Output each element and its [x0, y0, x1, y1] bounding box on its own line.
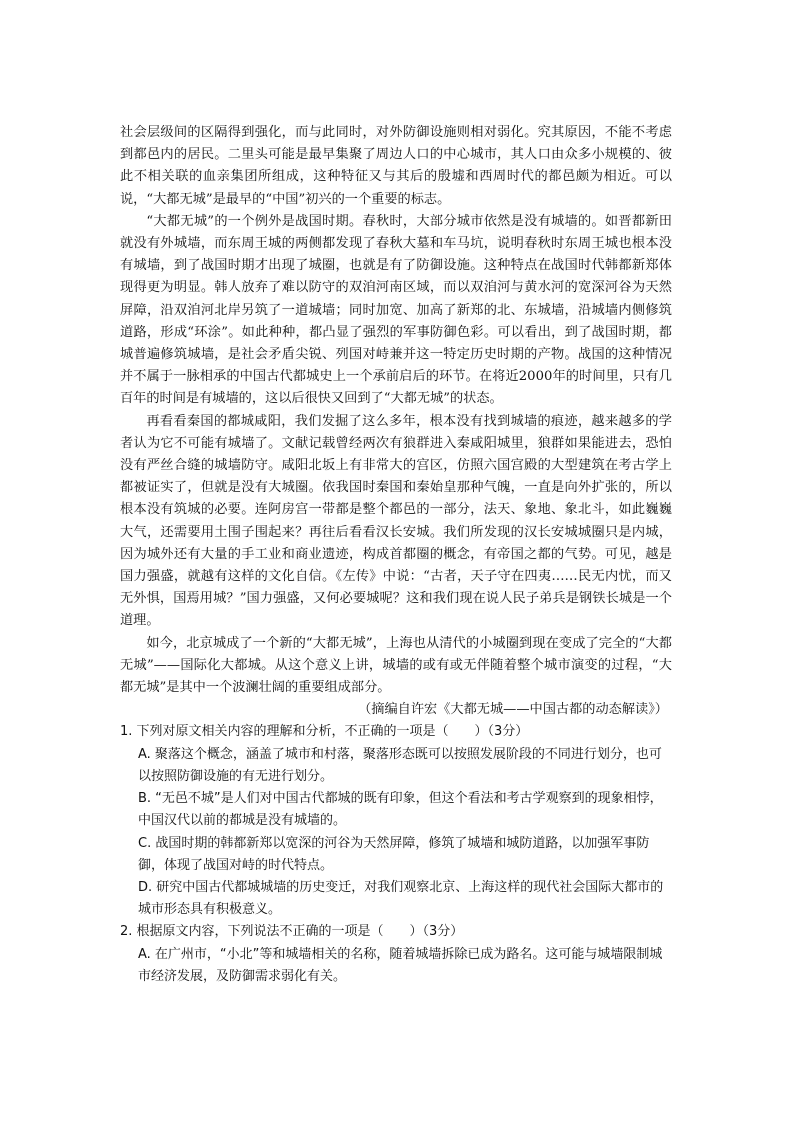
passage-source: （摘编自许宏《大都无城——中国古都的动态解读》） [358, 702, 668, 718]
passage-paragraph-2: “大都无城”的一个例外是战国时期。春秋时，大部分城市依然是没有城墙的。如晋都新田就没有外城墙，而东周王城的两侧都发现了春秋大墓和车马坑，说明春秋时东周王城也根本没有城墙，到了战国时期才出现了城圈，也就是有了防御设施。这种特点在战国时代韩都新郑体现得更为明显。韩人放弃了难以防守的双洎河南区域，而以双洎河与黄水河的宽深河谷为天然屏障，沿双洎河北岸另筑了一道城墙；同时加宽、加高了新郑的北、东城墙，沿城墙内侧修筑道路，形成“环涂”。如此种种，都凸显了强烈的军事防御色彩。可以看出，到了战国时期，都城普遍修筑城墙，是社会矛盾尖锐、列国对峙兼并这一特定历史时期的产物。战国的这种情况并不属于一脉相承的中国古代都城史上一个承前启后的环节。在将近2000年的时间里，只有几百年的时间是有城墙的，这以后很快又回到了“大都无城”的状态。 [120, 213, 672, 407]
question-1 [120, 721, 672, 921]
document-content [120, 122, 672, 988]
question-1-option-c-text: C. 战国时期的韩都新郑以宽深的河谷为天然屏障，修筑了城墙和城防道路，以加强军事防御，体现了战国对峙的时代特点。 [138, 835, 650, 873]
question-1-option-d[interactable] [138, 877, 672, 921]
question-1-option-a[interactable] [138, 744, 672, 788]
question-1-stem: 1. 下列对原文相关内容的理解和分析，不正确的一项是（ ）（3分） [120, 724, 529, 740]
question-1-option-b-text: B. “无邑不城”是人们对中国古代都城的既有印象，但这个看法和考古学观察到的现象相悖，中国汉代以前的都城是没有城墙的。 [138, 791, 663, 829]
question-2-option-a[interactable] [138, 944, 672, 988]
question-1-option-a-text: A. 聚落这个概念，涵盖了城市和村落，聚落形态既可以按照发展阶段的不同进行划分，也可以按照防御设施的有无进行划分。 [138, 746, 662, 784]
question-2-stem: 2. 根据原文内容，下列说法不正确的一项是（ ）（3分） [120, 924, 464, 940]
question-2-option-a-text: A. 在广州市，“小北”等和城墙相关的名称，随着城墙拆除已成为路名。这可能与城墙限制城市经济发展，及防御需求弱化有关。 [138, 946, 663, 984]
passage-paragraph-3: 再看看秦国的都城咸阳，我们发掘了这么多年，根本没有找到城墙的痕迹，越来越多的学者认为它不可能有城墙了。文献记载曾经两次有狼群进入秦咸阳城里，狼群如果能进去，恐怕没有严丝合缝的城墙防守。咸阳北坂上有非常大的宫区，仿照六国宫殿的大型建筑在考古学上都被证实了，但就是没有大城圈。依我国时秦国和秦始皇那种气魄，一直是向外扩张的，所以根本没有筑城的必要。连阿房宫一带都是整个都邑的一部分，法天、象地、象北斗，如此巍巍大气，还需要用土围子围起来？再往后看看汉长安城。我们所发现的汉长安城城圈只是内城，因为城外还有大量的手工业和商业遗迹，构成首都圈的概念，有帝国之都的气势。可见，越是国力强盛，就越有这样的文化自信。《左传》中说：“古者，天子守在四夷……民无内忧，而又无外惧，国焉用城？”国力强盛，又何必要城呢？这和我们现在说人民子弟兵是钢铁长城是一个道理。 [120, 413, 672, 629]
passage-paragraph-1: 社会层级间的区隔得到强化，而与此同时，对外防御设施则相对弱化。究其原因，不能不考虑到都邑内的居民。二里头可能是最早集聚了周边人口的中心城市，其人口由众多小规模的、彼此不相关联的血亲集团所组成，这种特征又与其后的殷墟和西周时代的都邑颇为相近。可以说，“大都无城”是最早的“中国”初兴的一个重要的标志。 [120, 125, 672, 207]
passage-paragraph-4: 如今，北京城成了一个新的“大都无城”，上海也从清代的小城圈到现在变成了完全的“大都无城”——国际化大都城。从这个意义上讲，城墙的或有或无伴随着整个城市演变的过程，“大都无城”是其中一个波澜壮阔的重要组成部分。 [120, 635, 672, 696]
question-1-option-b[interactable] [138, 788, 672, 832]
question-1-option-d-text: D. 研究中国古代都城城墙的历史变迁，对我们观察北京、上海这样的现代社会国际大都市的城市形态具有积极意义。 [138, 879, 664, 918]
question-2 [120, 921, 672, 988]
question-1-option-c[interactable] [138, 833, 672, 877]
